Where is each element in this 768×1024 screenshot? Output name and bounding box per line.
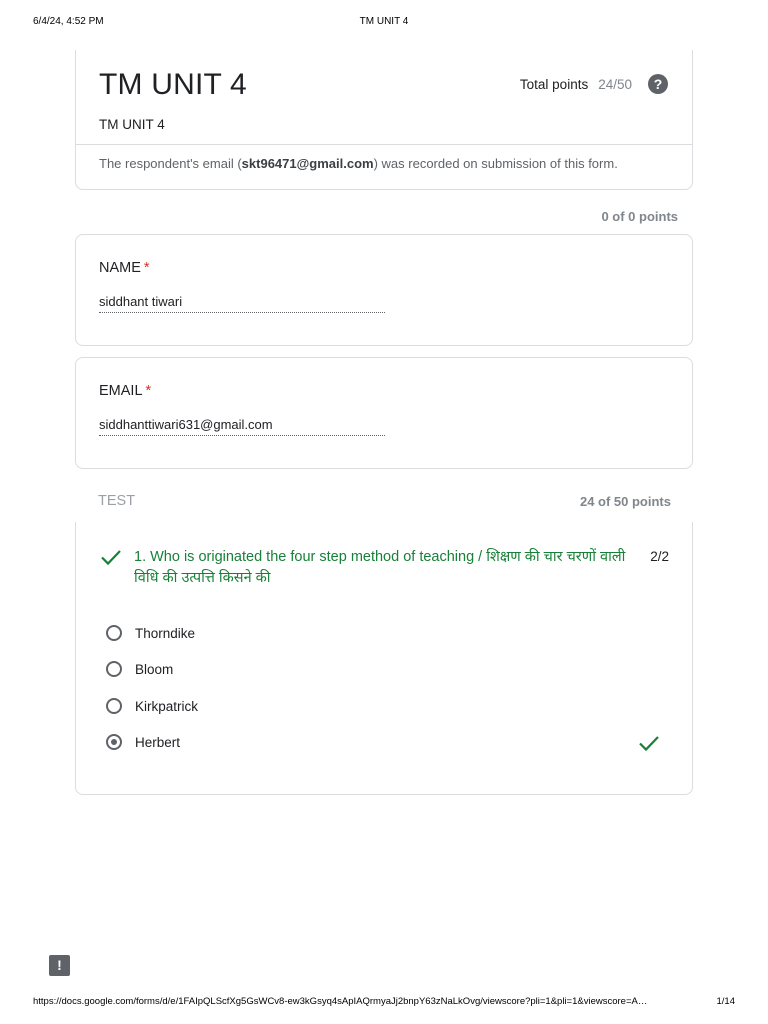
option-label: Bloom <box>135 661 174 677</box>
form-title: TM UNIT 4 <box>99 68 247 101</box>
section-title: TEST <box>98 493 136 509</box>
name-answer: siddhant tiwari <box>99 294 385 313</box>
option-label: Herbert <box>135 734 181 750</box>
option-kirkpatrick[interactable] <box>106 695 198 717</box>
radio-unselected-icon[interactable] <box>106 698 122 714</box>
option-bloom[interactable] <box>106 658 173 680</box>
email-note-prefix: The respondent's email ( <box>99 156 242 171</box>
email-note-suffix: ) was recorded on submission of this form. <box>373 156 618 171</box>
section-score: 24 of 50 points <box>579 494 671 509</box>
required-asterisk: * <box>143 260 150 276</box>
email-label-text: EMAIL <box>99 383 143 399</box>
name-label-text: NAME <box>99 260 141 276</box>
correct-answer-check-icon <box>638 734 660 752</box>
form-header-card <box>75 50 693 190</box>
radio-unselected-icon[interactable] <box>106 625 122 641</box>
print-datetime: 6/4/24, 4:52 PM <box>33 16 104 27</box>
option-herbert[interactable] <box>106 731 180 753</box>
name-question-label <box>99 260 150 276</box>
print-page-number: 1/14 <box>716 996 735 1007</box>
help-icon[interactable]: ? <box>648 74 668 94</box>
section-points: 0 of 0 points <box>601 209 678 224</box>
question-text: 1. Who is originated the four step method of teaching / शिक्षण की चार चरणों वाली विधि की उत्पत्ति किसने की <box>134 549 626 586</box>
name-question-card <box>75 234 693 346</box>
radio-unselected-icon[interactable] <box>106 661 122 677</box>
form-description: TM UNIT 4 <box>99 117 165 132</box>
respondent-email: skt96471@gmail.com <box>241 156 374 171</box>
question-score: 2/2 <box>650 549 669 564</box>
total-points <box>520 77 632 92</box>
radio-selected-icon[interactable] <box>106 734 122 750</box>
total-points-score: 24/50 <box>598 77 632 92</box>
print-url: https://docs.google.com/forms/d/e/1FAIpQLScfXg5GsWCv8-ew3kGsyq4sApIAQrmyaJj2bnpY63zNaLkOvg/viewscore?pli=1&pli=1&viewscore=A… <box>33 996 648 1007</box>
feedback-icon[interactable]: ! <box>49 955 70 976</box>
email-answer: siddhanttiwari631@gmail.com <box>99 417 385 436</box>
check-icon <box>100 548 122 566</box>
divider <box>76 144 692 145</box>
required-asterisk: * <box>145 383 152 399</box>
respondent-email-note <box>99 156 618 171</box>
email-question-card <box>75 357 693 469</box>
print-title: TM UNIT 4 <box>359 16 409 27</box>
option-thorndike[interactable] <box>106 622 195 644</box>
total-points-label: Total points <box>519 77 589 92</box>
quiz-question-card <box>75 522 693 795</box>
email-question-label <box>99 383 151 399</box>
option-label: Thorndike <box>135 625 196 641</box>
option-label: Kirkpatrick <box>135 698 199 714</box>
